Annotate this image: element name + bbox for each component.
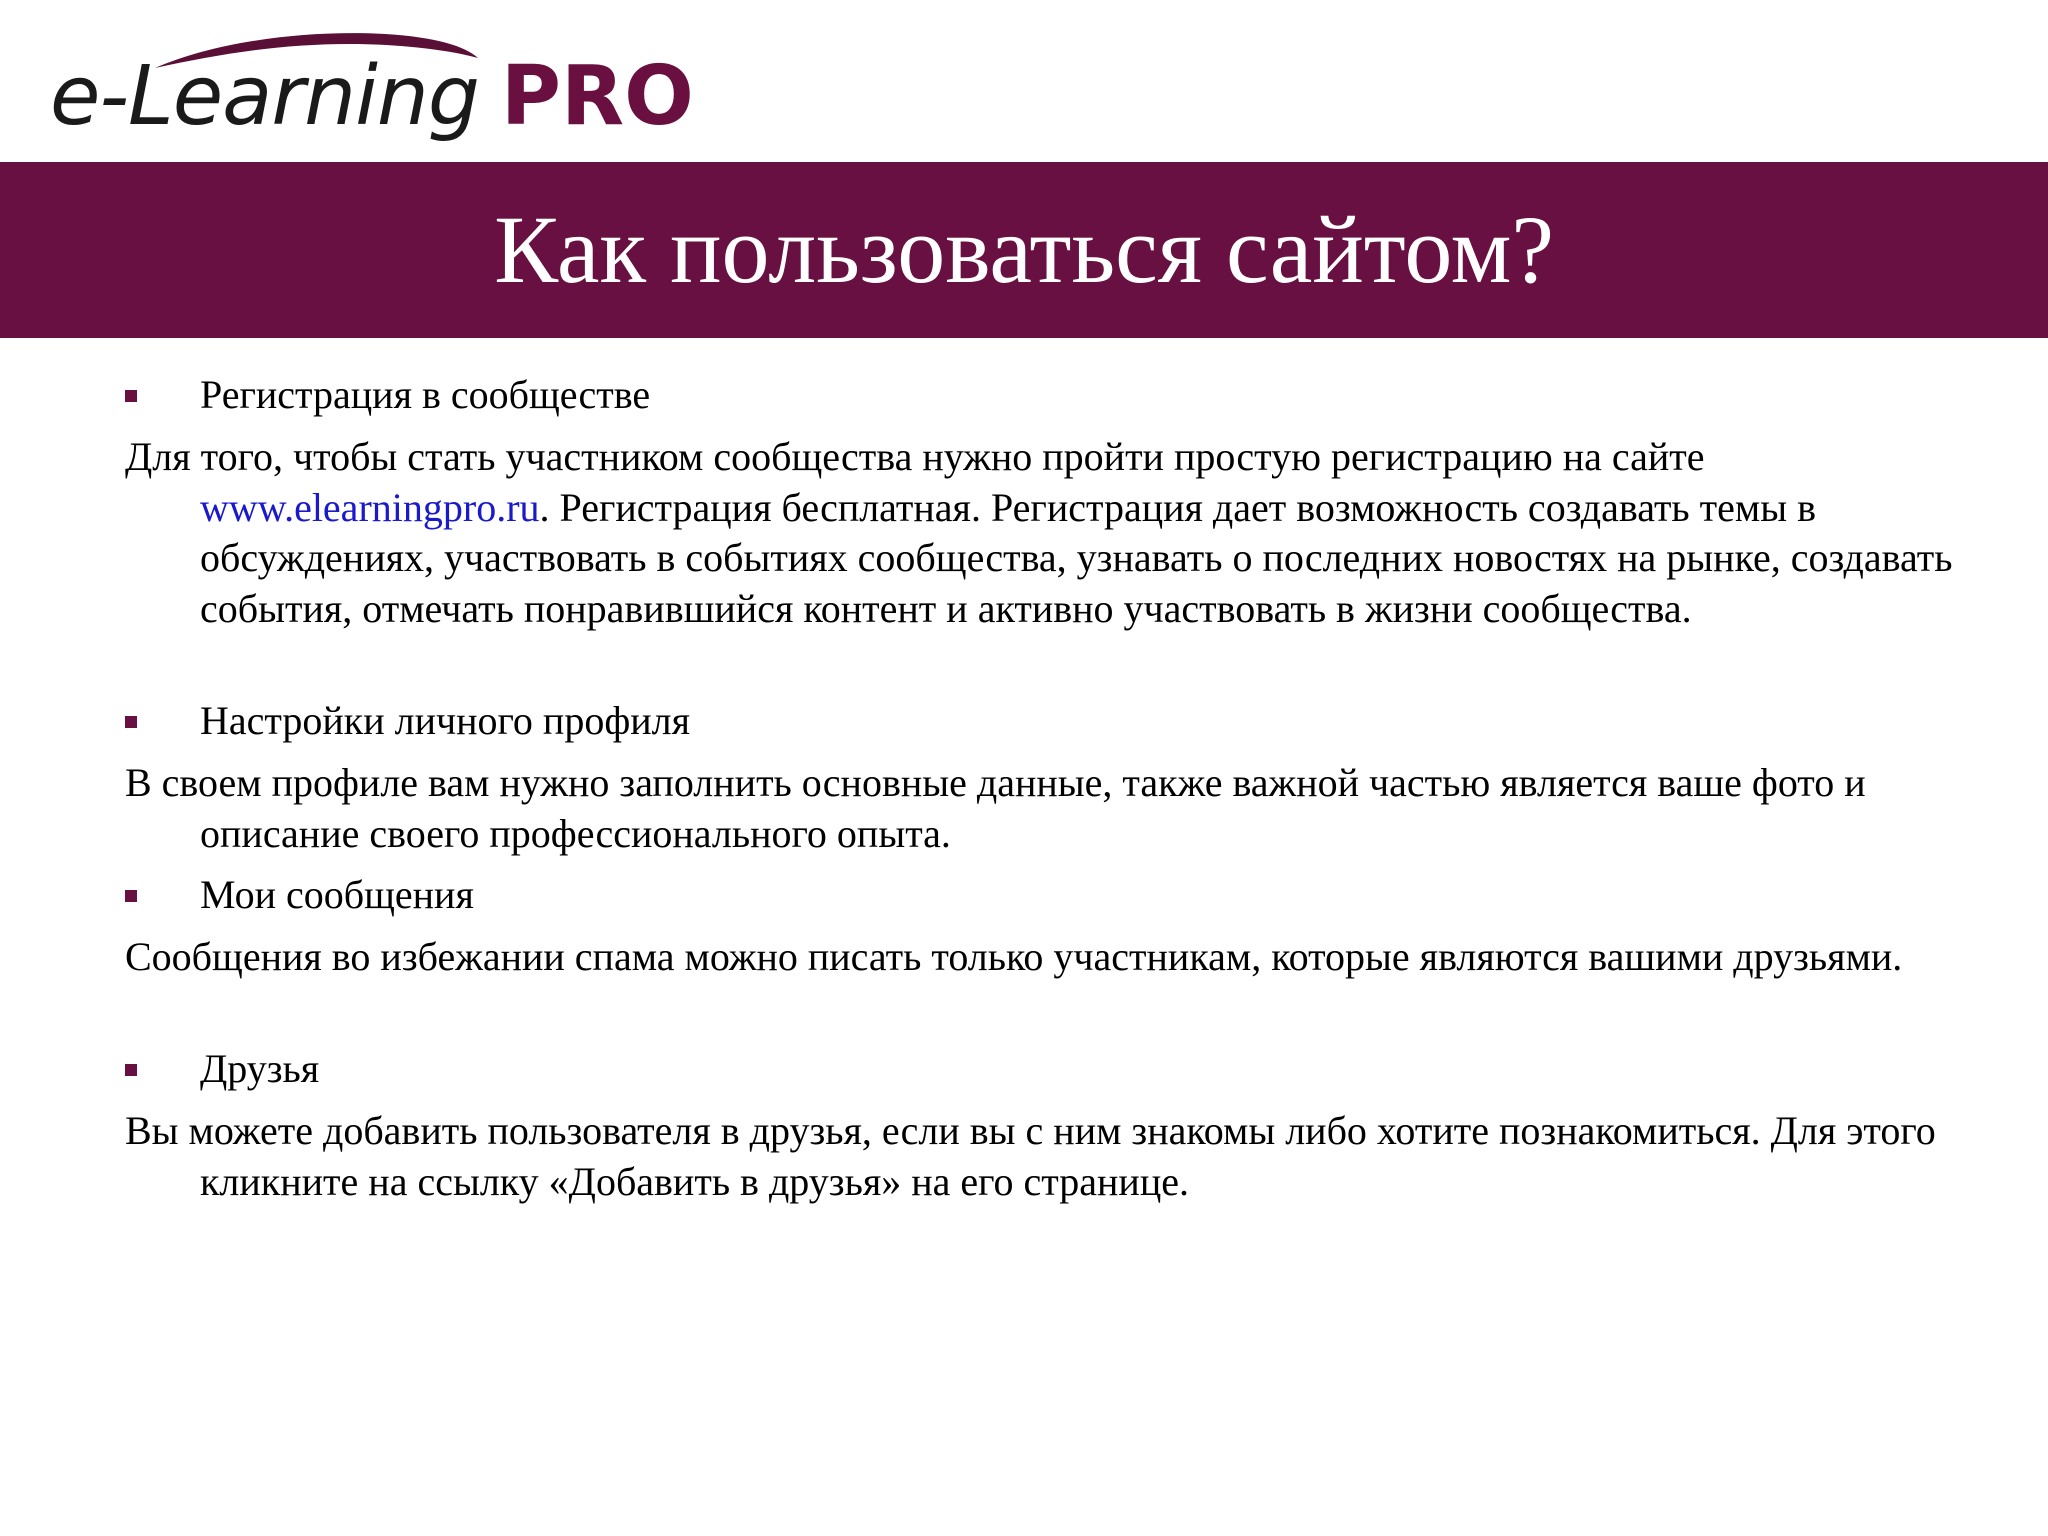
- page-title: Как пользоваться сайтом?: [494, 196, 1554, 303]
- logo-pro: PRO: [500, 49, 694, 144]
- logo-text: [50, 49, 694, 144]
- paragraph-text: Для того, чтобы стать участником сообщества нужно пройти простую регистрацию на сайте: [125, 434, 1705, 479]
- square-bullet-icon: [125, 716, 137, 728]
- paragraph-messages: Сообщения во избежании спама можно писать только участникам, которые являются вашими друзьями.: [125, 934, 1903, 979]
- title-banner: [0, 162, 2048, 338]
- square-bullet-icon: [125, 390, 137, 402]
- square-bullet-icon: [125, 890, 137, 902]
- logo-e-learning: e-Learning: [50, 49, 479, 144]
- paragraph-text: . Регистрация бесплатная. Регистрация дает возможность создавать темы в обсуждениях, участвовать в событиях сообщества, узнавать о последних новостях на рынке, создавать события, отмечать понравившийся контент и активно участвовать в жизни сообщества.: [200, 484, 1953, 631]
- paragraph-profile: В своем профиле вам нужно заполнить основные данные, также важной частью является ваше фото и описание своего профессионального опыта.: [125, 760, 1866, 856]
- paragraph-friends: Вы можете добавить пользователя в друзья, если вы с ним знакомы либо хотите познакомиться. Для этого кликните на ссылку «Добавить в друзья» на его странице.: [125, 1108, 1936, 1204]
- bullet-heading: Настройки личного профиля: [200, 698, 690, 743]
- site-link[interactable]: www.elearningpro.ru: [200, 484, 540, 530]
- bullet-heading: Друзья: [200, 1046, 320, 1091]
- bullet-heading: Регистрация в сообществе: [200, 372, 651, 417]
- paragraph-registration: [125, 432, 2010, 634]
- square-bullet-icon: [125, 1064, 137, 1076]
- bullet-heading: Мои сообщения: [200, 872, 474, 917]
- logo: [50, 28, 694, 158]
